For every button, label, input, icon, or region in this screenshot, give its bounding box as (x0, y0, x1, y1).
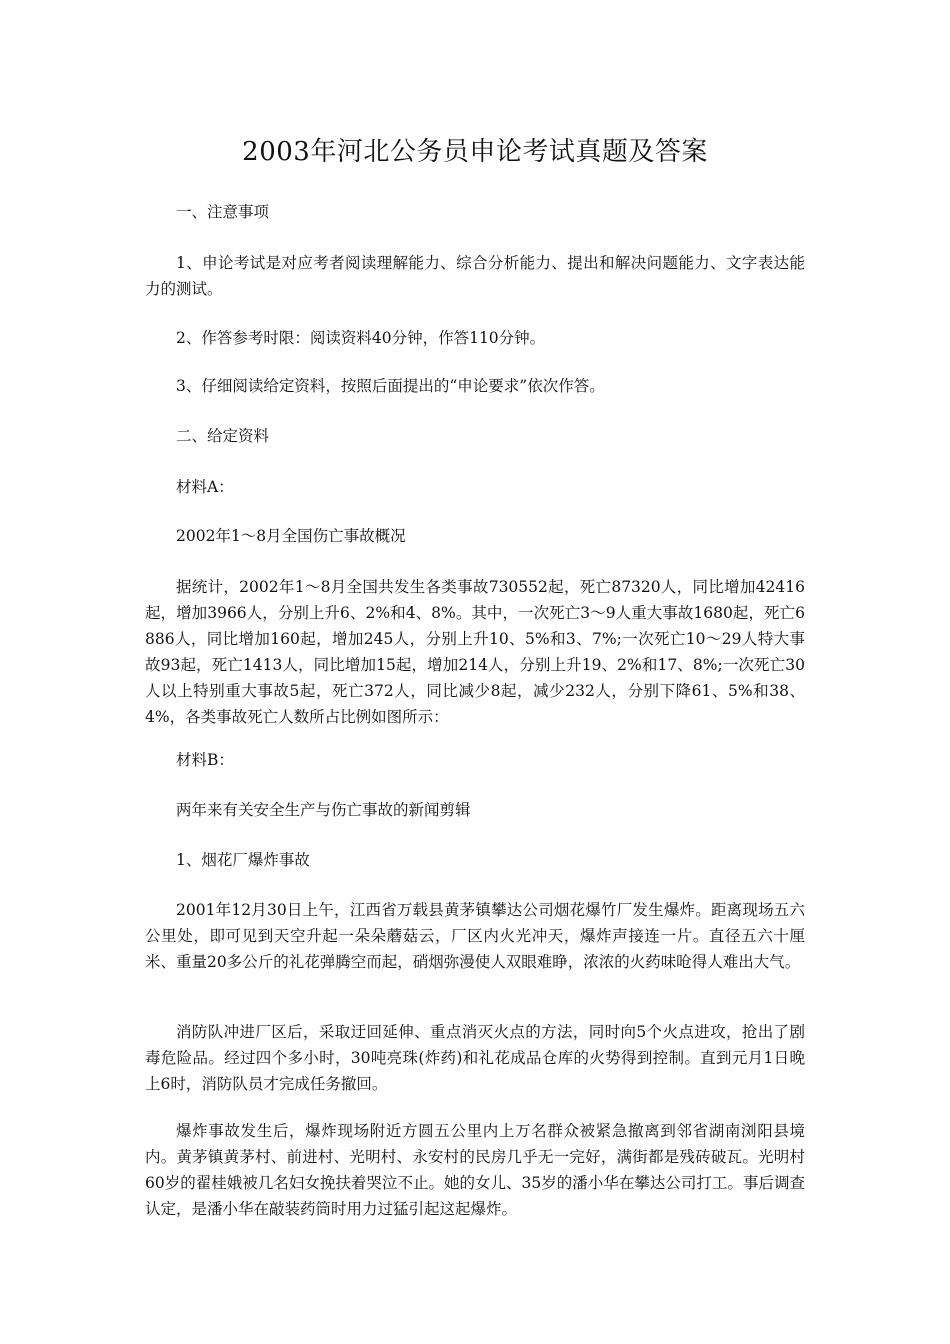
section-heading-notes: 一、注意事项 (176, 203, 270, 221)
paragraph-statistics: 据统计，2002年1～8月全国共发生各类事故730552起，死亡87320人，同比增加42416起，增加3966人，分别上升6、2%和4、8%。其中，一次死亡3～9人重大事故1680起，死亡6886人，同比增加160起，增加245人，分别上升10、5%和3、7%;一次死亡10～29人特大事故93起，死亡1413人，同比增加15起，增加214人，分别上升19、2%和17、8%;一次死亡30人以上特别重大事故5起，死亡372人，同比减少8起，减少232人，分别下降61、5%和38、4%，各类事故死亡人数所占比例如图所示： (145, 578, 805, 726)
paragraph-evacuation: 爆炸事故发生后，爆炸现场附近方圆五公里内上万名群众被紧急撤离到邻省湖南浏阳县境内。黄茅镇黄茅村、前进村、光明村、永安村的民房几乎无一完好，满街都是残砖破瓦。光明村60岁的翟桂娥被几名妇女挽扶着哭泣不止。她的女儿、35岁的潘小华在攀达公司打工。事后调查认定，是潘小华在敲装药筒时用力过猛引起这起爆炸。 (145, 1122, 805, 1218)
material-a-subtitle: 2002年1～8月全国伤亡事故概况 (176, 527, 406, 545)
paragraph-note-2: 2、作答参考时限：阅读资料40分钟，作答110分钟。 (176, 329, 546, 347)
news-heading-fireworks: 1、烟花厂爆炸事故 (176, 851, 310, 869)
material-a-label: 材料A： (176, 478, 234, 496)
section-heading-materials: 二、给定资料 (176, 427, 270, 445)
document-title: 2003年河北公务员申论考试真题及答案 (242, 137, 708, 167)
paragraph-explosion: 2001年12月30日上午，江西省万载县黄茅镇攀达公司烟花爆竹厂发生爆炸。距离现场五六公里处，即可见到天空升起一朵朵蘑菇云，厂区内火光冲天，爆炸声接连一片。直径五六十厘米、重量20多公斤的礼花弹腾空而起，硝烟弥漫使人双眼难睁，浓浓的火药味呛得人难出大气。 (145, 901, 805, 971)
paragraph-firefighters: 消防队冲进厂区后，采取迂回延伸、重点消灭火点的方法，同时向5个火点进攻，抢出了剧毒危险品。经过四个多小时，30吨亮珠(炸药)和礼花成品仓库的火势得到控制。直到元月1日晚上6时，消防队员才完成任务撤回。 (145, 1023, 805, 1093)
paragraph-note-3: 3、仔细阅读给定资料，按照后面提出的“申论要求”依次作答。 (176, 377, 605, 395)
material-b-subtitle: 两年来有关安全生产与伤亡事故的新闻剪辑 (176, 801, 471, 819)
paragraph-note-1: 1、申论考试是对应考者阅读理解能力、综合分析能力、提出和解决问题能力、文字表达能力的测试。 (145, 254, 805, 298)
material-b-label: 材料B： (176, 751, 234, 769)
